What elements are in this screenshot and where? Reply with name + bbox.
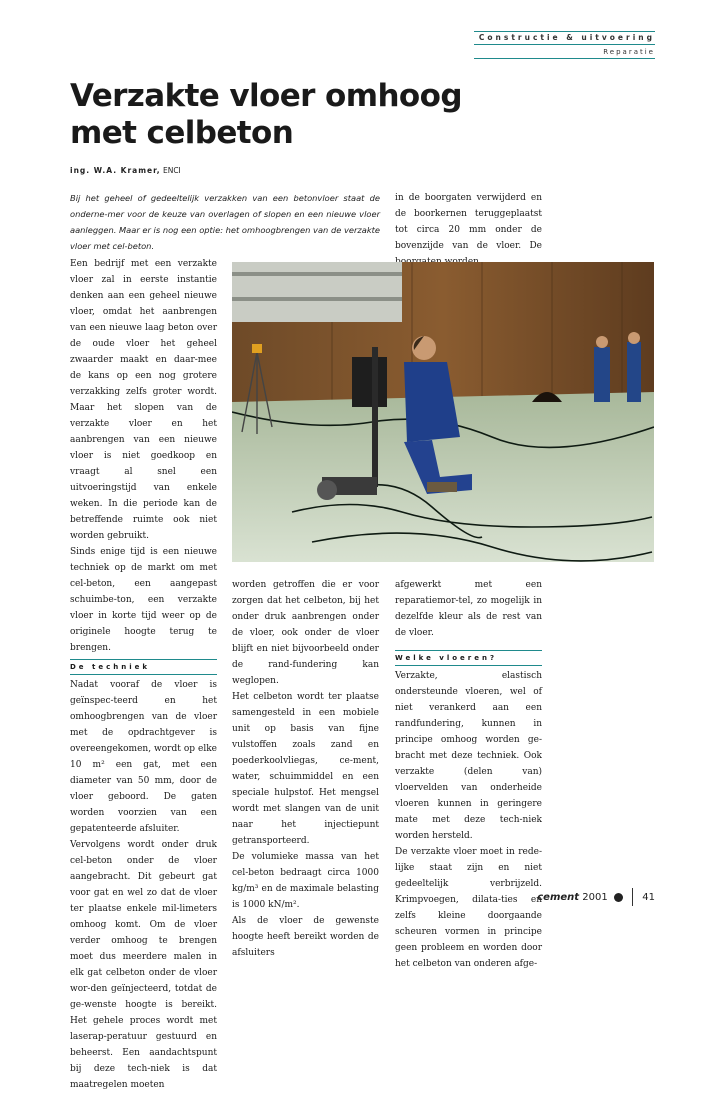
page-footer (537, 888, 655, 906)
logo-icon (614, 893, 623, 902)
column-3-top (395, 190, 542, 270)
techniek-paragraph: Nadat vooraf de vloer is geïnspec-teerd en het omhoogbrengen van de vloer met de opdrachtgever is overeengekomen, wordt op elke 10 m² een gat, met een diameter van 50 mm, door de vloer geboord. De gaten worden voorzien van een gepatenteerde afsluiter. (70, 680, 217, 834)
column-2 (232, 577, 379, 961)
title-line-1: Verzakte vloer omhoog (70, 78, 462, 114)
section-heading-techniek: De techniek (70, 659, 217, 675)
footer-divider (632, 888, 633, 906)
column-2-paragraph-3: De volumieke massa van het cel-beton bedraagt circa 1000 kg/m³ en de maximale belasting is 1000 kN/m². (232, 852, 379, 910)
subsection-label: Reparatie (603, 48, 655, 56)
intro-paragraph-2: Sinds enige tijd is een nieuwe techniek op de markt om met cel-beton, een aangepast schuimbe-ton, een verzakte vloer in korte tijd weer op de originele hoogte terug te brengen. (70, 547, 217, 653)
header-rule-top (474, 31, 655, 32)
column-1 (70, 256, 217, 1093)
column-2-paragraph-4: Als de vloer de gewenste hoogte heeft bereikt worden de afsluiters (232, 916, 379, 958)
magazine-year: 2001 (582, 892, 608, 903)
page-number: 41 (642, 892, 655, 903)
column-2-paragraph-2: Het celbeton wordt ter plaatse samengesteld in een mobiele unit op basis van fijne vulstoffen zoals zand en poederkoolvliegas, ce-ment, water, schuimmiddel en een speciale hulpstof. Het mengsel wordt met slangen van de unit naar het injectiepunt getransporteerd. (232, 692, 379, 846)
column-3-top-text: in de boorgaten verwijderd en de boorkernen teruggeplaatst tot circa 20 mm onder de bovenzijde van de vloer. De (395, 193, 542, 251)
intro-paragraph: Een bedrijf met een verzakte vloer zal in eerste instantie denken aan een geheel nieuwe vloer, omdat het aanbrengen van een nieuwe laag beton over de oude vloer het geheel zwaarder maakt en daar-mee de kans op een nog grotere verzakking zelfs groter wordt. Maar het slopen van de verzakte vloer en het aanbrengen van een nieuwe vloer is niet goedkoop en vraagt al snel een uitvoeringstijd van enkele weken. In die periode kan de betreffende ruimte ook niet worden gebruikt. (70, 259, 217, 541)
techniek-paragraph-2: Vervolgens wordt onder druk cel-beton onder de vloer aangebracht. Dit gebeurt gat voor gat en wel zo dat de vloer ter plaatse enkele mil-limeters omhoog komt. Om de vloer verder omhoog te brengen moet dus meerdere malen in elk gat celbeton onder de vloer wor-den geïnjecteerd, totdat de ge-wenste hoogte is bereikt. Het gehele proces wordt met laserap-peratuur gestuurd en beheerst. Een aandachtspunt bij deze tech-niek is dat maatregelen moeten (70, 840, 217, 1090)
header-rule-bottom (474, 58, 655, 59)
column-3-paragraph-2: Verzakte, elastisch ondersteunde vloeren, wel of niet verankerd aan een randfundering, kunnen in principe omhoog worden ge-bracht met deze techniek. Ook verzakte (delen van) vloervelden van onderheide vloeren kunnen in geringere mate met deze tech-niek worden hersteld. (395, 671, 542, 841)
column-2-paragraph-1: worden getroffen die er voor zorgen dat het celbeton, bij het onder druk aanbrengen onder de vloer, ook onder de vloer blijft en niet bijvoorbeeld onder de rand-fundering kan weglopen. (232, 580, 379, 686)
magazine-brand: cement (537, 892, 580, 903)
section-label: Constructie & uitvoering (478, 33, 655, 42)
column-3-paragraph-1: afgewerkt met een reparatiemor-tel, zo mogelijk in dezelfde kleur als de rest van de vloer. (395, 580, 542, 638)
section-heading-welke-vloeren: Welke vloeren? (395, 650, 542, 666)
author-name: ing. W.A. Kramer, (70, 166, 161, 175)
article-title (70, 78, 462, 152)
photo-floor-injection (232, 262, 654, 562)
title-line-2: met celbeton (70, 115, 294, 151)
article-photo (232, 262, 654, 562)
column-3-paragraph-3: De verzakte vloer moet in rede-lijke staat zijn en niet gedeeltelijk verbrijzeld. Krimpvoegen, dilata-ties en zelfs kleine doorgaande scheuren vormen in principe geen probleem en worden door het celbeton van onderen afge- (395, 847, 542, 969)
header-rule-mid (474, 44, 655, 45)
author-org: ENCI (162, 166, 181, 175)
lead-paragraph: Bij het geheel of gedeeltelijk verzakken van een betonvloer staat de onderne-mer voor de keuze van overlagen of slopen en een nieuwe vloer aanleggen. Maar er is nog een optie: het omhoogbrengen van de verzakte vloer met cel-beton. (70, 193, 380, 251)
byline (70, 166, 181, 175)
column-3 (395, 577, 542, 972)
